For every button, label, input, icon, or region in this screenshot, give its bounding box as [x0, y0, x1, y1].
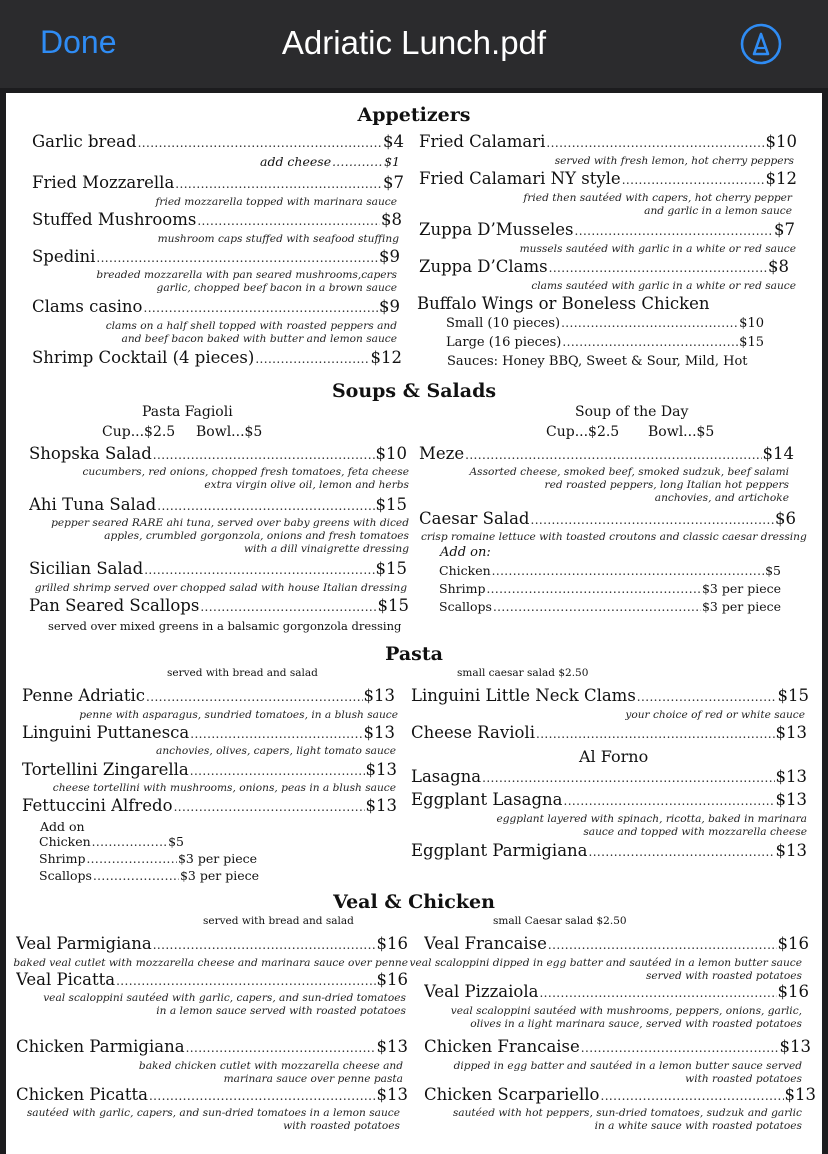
menu-item-cheese-ravioli: Cheese Ravioli ..... $13	[411, 723, 807, 745]
menu-item-lasagna: Lasagna ..... $13	[411, 767, 807, 789]
veal-note-right: small Caesar salad $2.50	[493, 915, 627, 927]
item-description: fried mozzarella topped with marinara sauce	[155, 196, 397, 208]
al-forno-subheading: Al Forno	[579, 747, 649, 766]
item-description: cheese tortellini with mushrooms, onions, peas in a blush sauce	[52, 782, 396, 794]
pasta-addon-chicken: Chicken ..... $5	[39, 834, 184, 851]
item-description: clams on a half shell topped with roasted peppers and and beef bacon baked with butter and lemon sauce	[105, 320, 397, 345]
menu-item-shrimp-cocktail: Shrimp Cocktail (4 pieces) ..... $12	[32, 348, 402, 370]
veal-note-left: served with bread and salad	[203, 915, 354, 927]
add-on-label: Add on:	[440, 545, 491, 560]
menu-item-shopska-salad: Shopska Salad ..... $10	[29, 444, 407, 466]
pasta-note-right: small caesar salad $2.50	[457, 667, 589, 679]
wings-sauces: Sauces: Honey BBQ, Sweet & Sour, Mild, Hot	[447, 354, 748, 369]
wings-large: Large (16 pieces) ..... $15	[446, 335, 764, 353]
pasta-heading: Pasta	[385, 643, 443, 665]
menu-item-eggplant-parmigiana: Eggplant Parmigiana ..... $13	[411, 841, 807, 863]
item-description: penne with asparagus, sundried tomatoes, in a blush sauce	[79, 709, 398, 721]
menu-item-linguini-puttanesca: Linguini Puttanesca ..... $13	[22, 723, 395, 745]
pasta-fagioli-cup: Cup...$2.5	[102, 424, 176, 440]
item-description: fried then sautéed with capers, hot cherry pepper and garlic in a lemon sauce	[523, 192, 792, 217]
item-description: baked chicken cutlet with mozzarella cheese and marinara sauce over penne pasta	[138, 1060, 403, 1085]
menu-item-ahi-tuna-salad: Ahi Tuna Salad ..... $15	[29, 495, 407, 517]
menu-item-sicilian-salad: Sicilian Salad ..... $15	[29, 559, 407, 581]
item-description: veal scaloppini dipped in egg batter and sautéed in a lemon butter sauce served with roasted potatoes	[409, 957, 802, 982]
soup-of-the-day-cup: Cup...$2.5	[546, 424, 620, 440]
item-description: clams sautéed with garlic in a white or red sauce	[531, 280, 796, 292]
menu-item-penne-adriatic: Penne Adriatic ..... $13	[22, 686, 395, 708]
menu-item-fried-calamari-ny: Fried Calamari NY style ..... $12	[419, 169, 797, 191]
menu-item-clams-casino: Clams casino ..... $9	[32, 297, 400, 319]
menu-item-meze: Meze ..... $14	[419, 444, 794, 466]
menu-item-fried-calamari: Fried Calamari ..... $10	[419, 132, 797, 154]
item-description: sautéed with garlic, capers, and sun-dried tomatoes in a lemon sauce with roasted potatoes	[26, 1107, 400, 1132]
item-description: grilled shrimp served over chopped salad with house Italian dressing	[34, 582, 407, 594]
item-description: cucumbers, red onions, chopped fresh tomatoes, feta cheese extra virgin olive oil, lemon and herbs	[82, 466, 409, 491]
item-description: breaded mozzarella with pan seared mushrooms,capers garlic, chopped beef bacon in a brown sauce	[96, 269, 397, 294]
item-description: crisp romaine lettuce with toasted croutons and classic caesar dressing	[421, 531, 807, 543]
menu-item-garlic-bread	[32, 132, 404, 154]
menu-item-tortellini-zingarella: Tortellini Zingarella ..... $13	[22, 760, 397, 782]
menu-item-veal-pizzaiola: Veal Pizzaiola ..... $16	[424, 982, 809, 1004]
item-description: mussels sautéed with garlic in a white or red sauce	[519, 243, 796, 255]
menu-item-chicken-scarpariello: Chicken Scarpariello ..... $13	[424, 1085, 816, 1107]
menu-item-caesar-salad: Caesar Salad ..... $6	[419, 509, 796, 531]
item-description: your choice of red or white sauce	[625, 709, 805, 721]
item-description: baked veal cutlet with mozzarella cheese and marinara sauce over penne	[13, 957, 408, 969]
item-description: served with fresh lemon, hot cherry peppers	[554, 155, 794, 167]
item-description: mushroom caps stuffed with seafood stuffing	[157, 233, 399, 245]
item-price: $4	[383, 132, 404, 151]
menu-item-pan-seared-scallops: Pan Seared Scallops ..... $15	[29, 596, 409, 618]
menu-item-fettuccini-alfredo: Fettuccini Alfredo ..... $13	[22, 796, 397, 818]
item-description: Assorted cheese, smoked beef, smoked sudzuk, beef salami red roasted peppers, long Italian hot peppers anchovies, and artichoke	[469, 466, 789, 504]
menu-item-zuppa-clams: Zuppa D’Clams ..... $8	[419, 257, 789, 279]
item-description: dipped in egg batter and sautéed in a lemon butter sauce served with roasted potatoes	[453, 1060, 802, 1085]
menu-item-zuppa-musseles: Zuppa D’Musseles ..... $7	[419, 220, 795, 242]
soups-salads-heading: Soups & Salads	[331, 380, 497, 402]
pasta-addon-scallops: Scallops ..... $3 per piece	[39, 868, 259, 885]
pasta-note-left: served with bread and salad	[167, 667, 318, 679]
item-description: anchovies, olives, capers, light tomato sauce	[156, 745, 396, 757]
menu-item-spedini: Spedini ..... $9	[32, 247, 400, 269]
menu-item-stuffed-mushrooms: Stuffed Mushrooms ..... $8	[32, 210, 402, 232]
menu-item-veal-francaise: Veal Francaise ..... $16	[424, 934, 809, 956]
soup-of-the-day: Soup of the Day	[575, 404, 689, 420]
menu-item-linguini-little-neck-clams: Linguini Little Neck Clams ..... $15	[411, 686, 809, 708]
item-name: Garlic bread	[32, 132, 137, 151]
menu-item-veal-picatta: Veal Picatta ..... $16	[16, 970, 408, 992]
veal-chicken-heading: Veal & Chicken	[333, 891, 495, 913]
menu-item-fried-mozzarella: Fried Mozzarella ..... $7	[32, 173, 404, 195]
toolbar	[0, 0, 828, 88]
leader-dots	[138, 132, 382, 151]
menu-item-buffalo-wings: Buffalo Wings or Boneless Chicken	[417, 294, 710, 313]
soup-of-the-day-bowl: Bowl...$5	[648, 424, 715, 440]
item-description: veal scaloppini sautéed with garlic, capers, and sun-dried tomatoes in a lemon sauce served with roasted potatoes	[43, 992, 406, 1017]
pdf-page[interactable]	[6, 93, 822, 1154]
addon-shrimp: Shrimp ..... $3 per piece	[439, 581, 781, 598]
item-description: veal scaloppini sautéed with mushrooms, peppers, onions, garlic, olives in a light marinara sauce, served with roasted potatoes	[450, 1005, 802, 1030]
item-description: eggplant layered with spinach, ricotta, baked in marinara sauce and topped with mozzarella cheese	[496, 813, 807, 838]
menu-item-chicken-parmigiana: Chicken Parmigiana ..... $13	[16, 1037, 408, 1059]
done-button[interactable]: Done	[40, 24, 117, 60]
menu-item-veal-parmigiana: Veal Parmigiana ..... $16	[16, 934, 408, 956]
addon-chicken: Chicken ..... $5	[439, 563, 781, 580]
item-description: served over mixed greens in a balsamic gorgonzola dressing	[48, 619, 402, 633]
appetizers-heading: Appetizers	[357, 104, 471, 126]
menu-item-eggplant-lasagna: Eggplant Lasagna ..... $13	[411, 790, 807, 812]
wings-small: Small (10 pieces) ..... $10	[446, 316, 764, 334]
pen-markup-icon[interactable]	[740, 23, 782, 65]
garlic-bread-addon: add cheese ..... $1	[260, 154, 400, 171]
document-title: Adriatic Lunch.pdf	[281, 24, 547, 61]
menu-item-chicken-picatta: Chicken Picatta ..... $13	[16, 1085, 408, 1107]
pasta-addon-shrimp: Shrimp ..... $3 per piece	[39, 851, 257, 868]
pasta-fagioli-bowl: Bowl...$5	[196, 424, 263, 440]
pasta-add-on-label: Add on	[40, 819, 85, 834]
pasta-fagioli: Pasta Fagioli	[142, 404, 233, 420]
menu-item-chicken-francaise: Chicken Francaise ..... $13	[424, 1037, 811, 1059]
item-description: pepper seared RARE ahi tuna, served over baby greens with diced apples, crumbled gorgonzola, onions and fresh tomatoes with a dill vinaigrette dressing	[51, 517, 409, 555]
addon-scallops: Scallops ..... $3 per piece	[439, 599, 781, 616]
item-description: sautéed with hot peppers, sun-dried tomatoes, sudzuk and garlic in a white sauce with roasted potatoes	[452, 1107, 802, 1132]
